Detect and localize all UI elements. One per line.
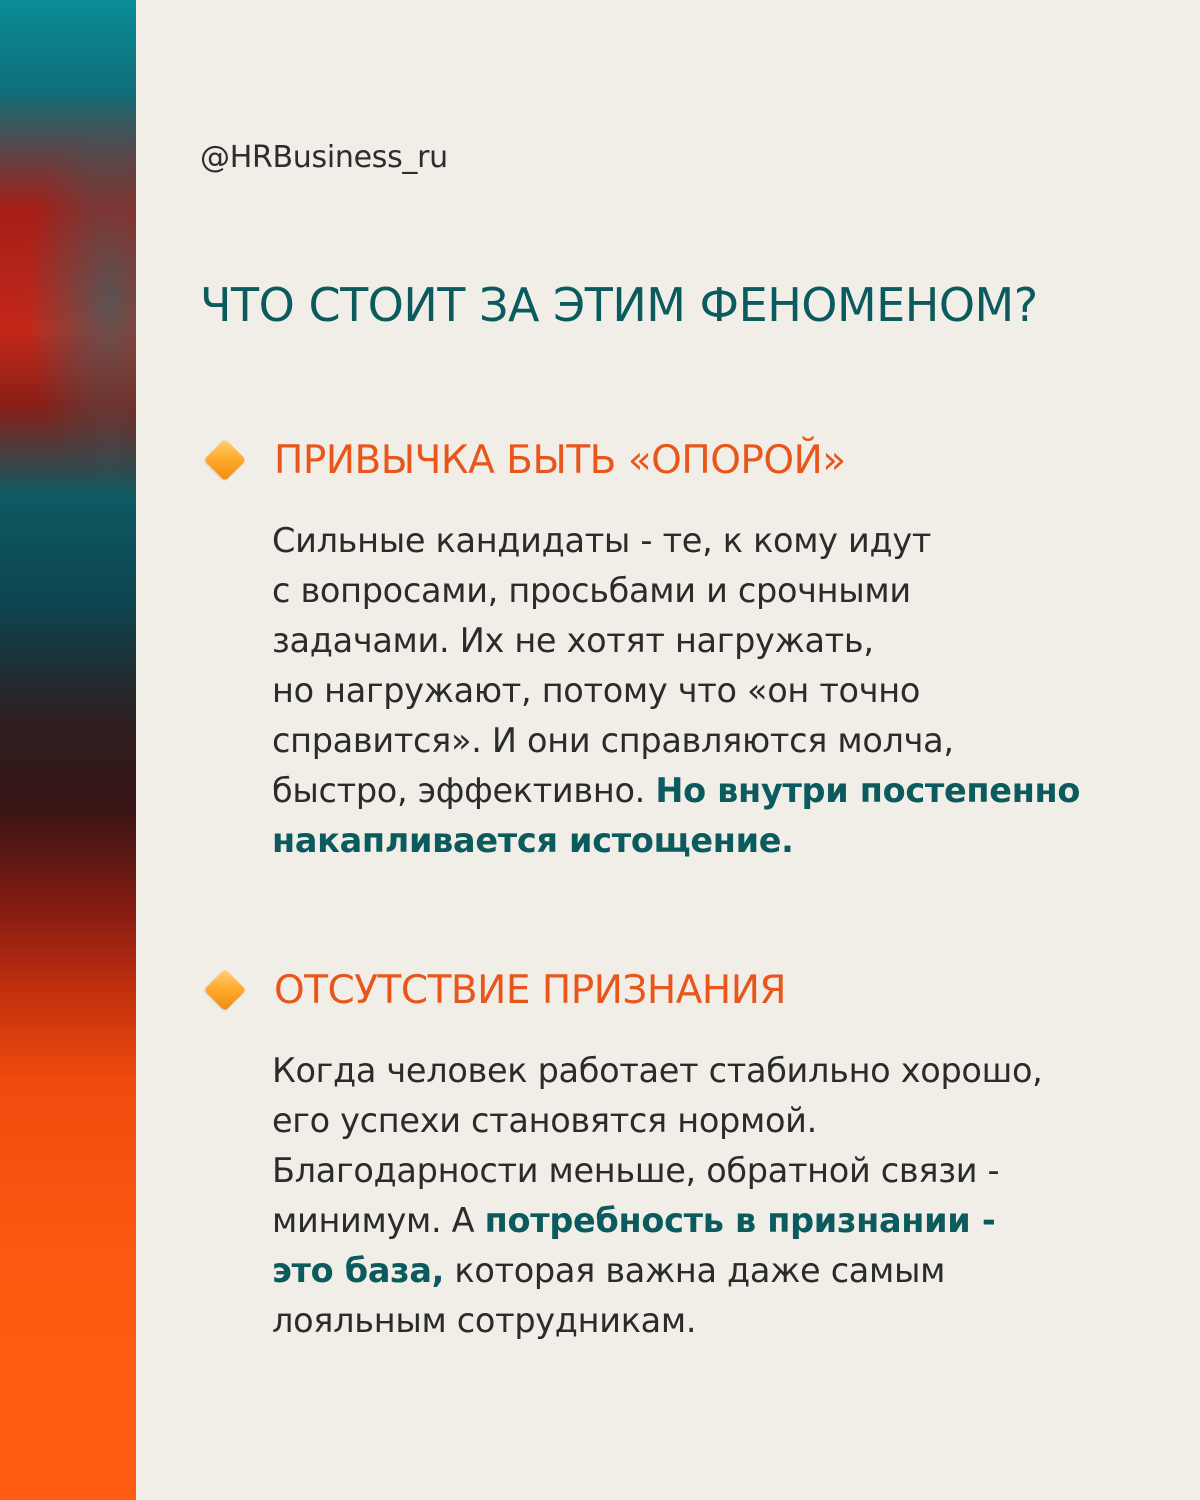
section-title: ОТСУТСТВИЕ ПРИЗНАНИЯ xyxy=(274,967,786,1013)
body-line: его успехи становятся нормой. xyxy=(272,1101,817,1140)
body-line: Когда человек работает стабильно хорошо, xyxy=(272,1051,1043,1090)
body-line: Благодарности меньше, обратной связи - xyxy=(272,1151,1000,1190)
orange-diamond-icon xyxy=(204,969,246,1011)
highlight-text: это база, xyxy=(272,1251,445,1290)
gradient-side-strip xyxy=(0,0,136,1500)
section-header xyxy=(200,432,1160,488)
body-line: которая важна даже самым xyxy=(444,1251,946,1290)
highlight-text: Но внутри постепенно xyxy=(655,771,1081,810)
section-body xyxy=(272,1046,1160,1346)
body-line: быстро, эффективно. xyxy=(272,771,656,810)
highlight-text: потребность в признании - xyxy=(484,1201,996,1240)
section-header xyxy=(200,962,1160,1018)
account-handle: @HRBusiness_ru xyxy=(200,140,448,175)
section-title: ПРИВЫЧКА БЫТЬ «ОПОРОЙ» xyxy=(274,437,846,483)
body-line: справится». И они справляются молча, xyxy=(272,721,954,760)
body-line: с вопросами, просьбами и срочными xyxy=(272,571,911,610)
section-support-habit xyxy=(200,432,1160,866)
body-line: лояльным сотрудникам. xyxy=(272,1301,697,1340)
section-no-recognition xyxy=(200,962,1160,1346)
section-body xyxy=(272,516,1160,866)
page-title: ЧТО СТОИТ ЗА ЭТИМ ФЕНОМЕНОМ? xyxy=(200,278,1038,332)
orange-diamond-icon xyxy=(204,439,246,481)
body-line: минимум. А xyxy=(272,1201,485,1240)
highlight-text: накапливается истощение. xyxy=(272,821,794,860)
body-line: Сильные кандидаты - те, к кому идут xyxy=(272,521,932,560)
body-line: но нагружают, потому что «он точно xyxy=(272,671,921,710)
body-line: задачами. Их не хотят нагружать, xyxy=(272,621,874,660)
